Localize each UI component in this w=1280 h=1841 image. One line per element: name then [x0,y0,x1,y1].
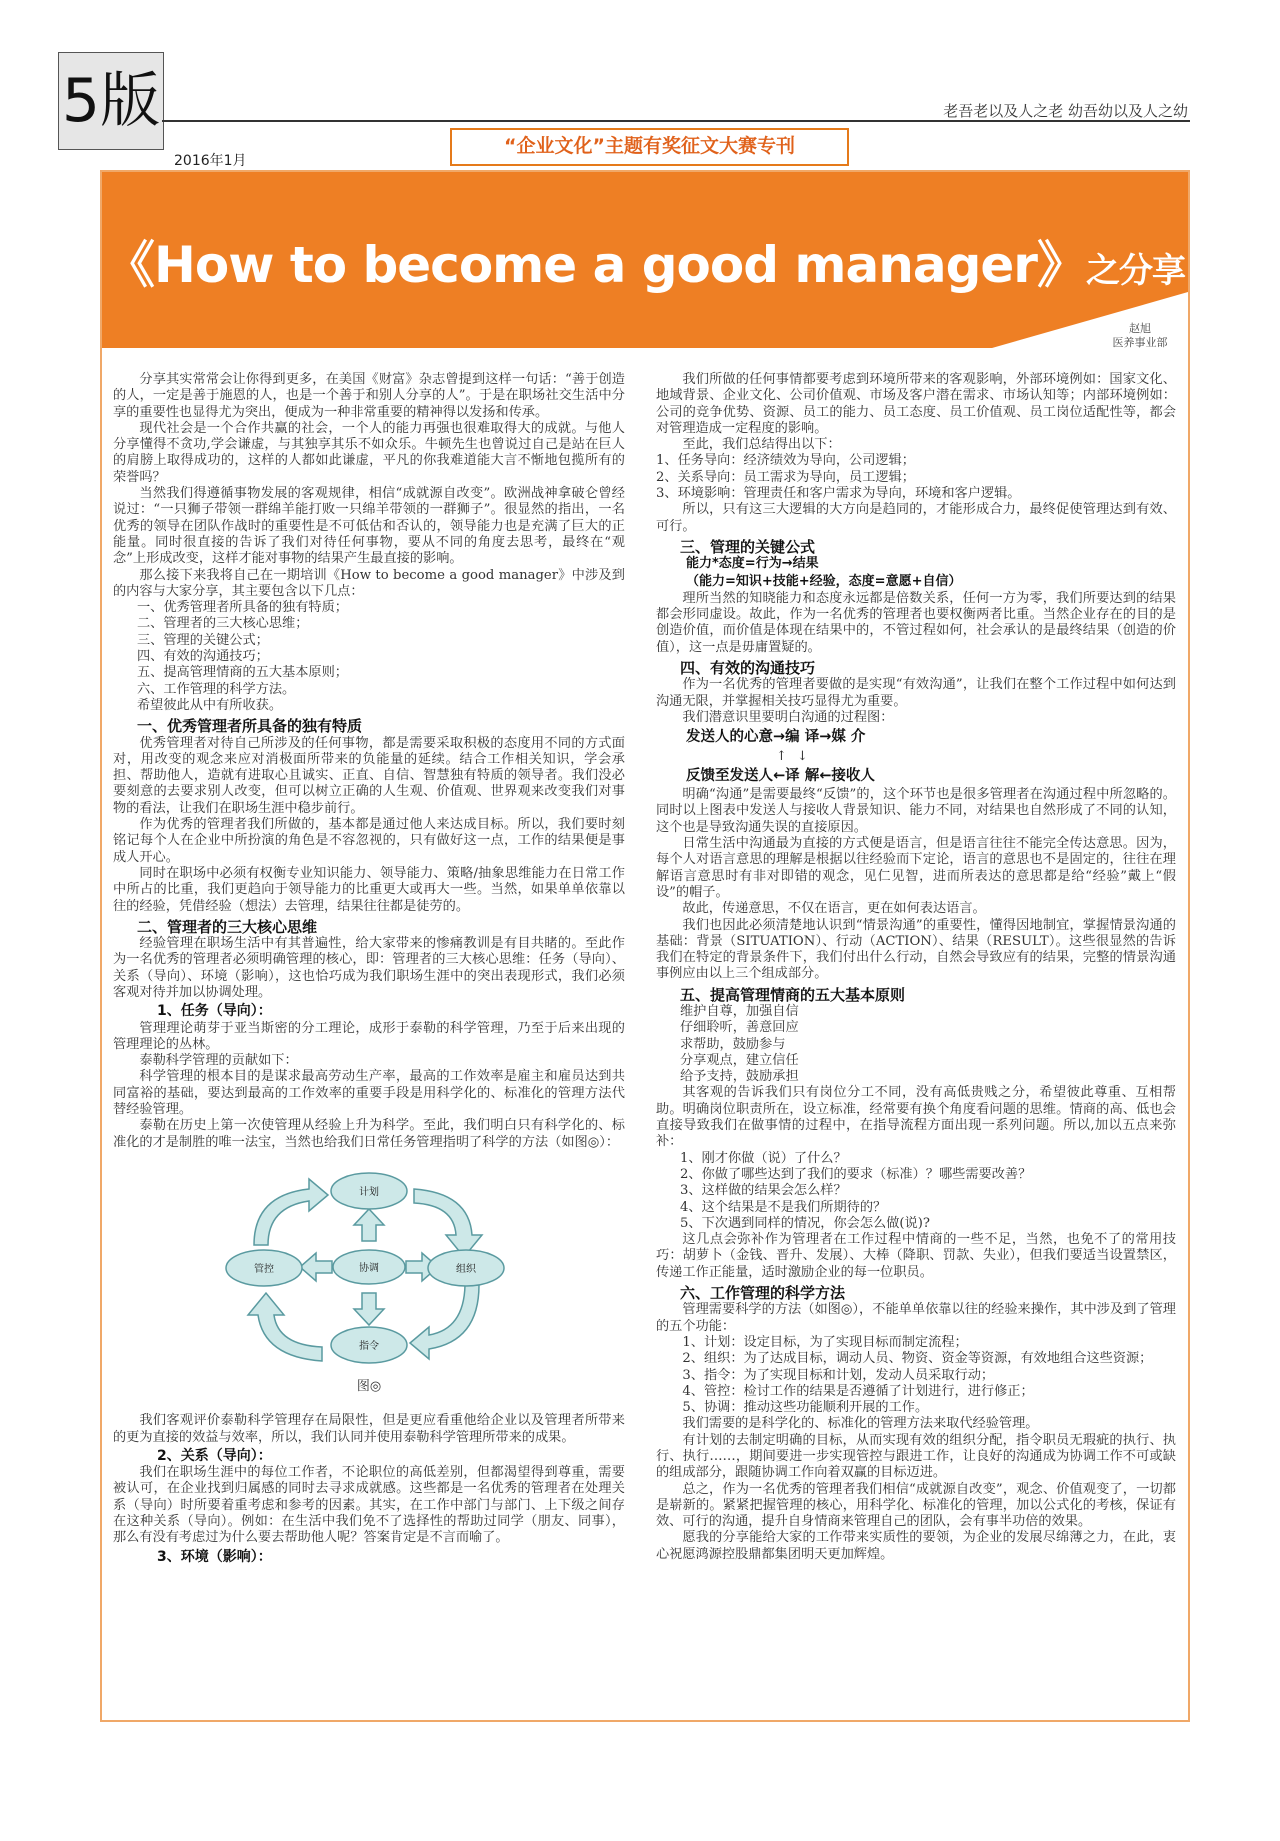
figure-caption: 图◎ [356,1378,382,1394]
communication-process-arrows: ↑ ↓ [776,748,811,764]
paragraph: 泰勒在历史上第一次使管理从经验上升为科学。至此，我们明白只有科学化的、标准化的才是制胜的唯一法宝，当然也给我们日常任务管理指明了科学的方法（如图◎）： [113,1118,625,1150]
list-item: 2、组织：为了达成目标，调动人员、物资、资金等资源，有效地组合这些资源； [682,1351,1153,1367]
curved-arrow-bottom-right [410,1285,479,1359]
paragraph: 有计划的去制定明确的目标，从而实现有效的组织分配，指令职员无瑕疵的执行、执行、执行……，期间要进一步实现管控与跟进工作，让良好的沟通成为协调工作不可或缺的组成部分，跟随协调工作向着双赢的目标迈进。 [656,1432,1176,1481]
arrow-down [354,1293,384,1325]
article-title [102,225,1188,297]
subsection-heading: 1、任务（导向）： [157,1003,272,1020]
arrow-up [354,1209,384,1241]
communication-process-send: 发送人的心意→编 译→媒 介 [686,729,866,746]
paragraph: 这几点会弥补作为管理者在工作过程中情商的一些不足，当然，也免不了的常用技巧：胡萝卜（金钱、晋升、发展）、大棒（降职、罚款、失业），但我们要适当设置禁区，传递工作正能量，适时激励企业的每一位职员。 [656,1232,1176,1280]
list-item: 3、环境影响：管理责任和客户需求为导向，环境和客户逻辑。 [656,486,1021,502]
paragraph: 故此，传递意思，不仅在语言，更在如何表达语言。 [682,901,986,917]
list-item: 2、关系导向：员工需求为导向，员工逻辑； [656,469,915,485]
author-block [1095,322,1185,350]
node-organize-label: 组织 [456,1263,476,1275]
article-title-suffix: 之分享 [1085,251,1185,291]
paragraph: 其客观的告诉我们只有岗位分工不同，没有高低贵贱之分，希望彼此尊重、互相帮助。明确岗位职责所在，设立标准，经常要有换个角度看问题的思维。情商的高、低也会直接导致我们在做事情的过程中，在指导流程方面出现一系列问题。所以,加以五点来弥补： [656,1085,1176,1150]
arrow-left [300,1253,332,1281]
paragraph: 我们所做的任何事情都要考虑到环境所带来的客观影响，外部环境例如：国家文化、地域背景、企业文化、公司价值观、市场及客户潜在需求、市场认知等；内部环境例如：公司的竞争优势、资源、员工的能力、员工态度、员工价值观、员工岗位适配性等，都会对管理造成一定程度的影响。 [656,372,1176,436]
principle-item: 分享观点，建立信任 [680,1052,799,1068]
paragraph: 明确“沟通”是需要最终“反馈”的，这个环节也是很多管理者在沟通过程中所忽略的。同时以上图表中发送人与接收人背景知识、能力不同，对结果也自然形成了不同的认知，这个也是导致沟通失误的直接原因。 [656,787,1176,835]
curved-arrow-bottom-left [248,1293,322,1361]
list-item: 2、你做了哪些达到了我们的要求（标准）？哪些需要改善？ [680,1166,1032,1182]
paragraph: 现代社会是一个合作共赢的社会，一个人的能力再强也很难取得大的成就。与他人分享懂得不贪功,学会谦虚，与其独享其乐不如众乐。牛顿先生也曾说过自己是站在巨人的肩膀上取得成功的，这样的人都如此谦虚，平凡的你我难道能大言不惭地包揽所有的荣誉吗？ [113,420,625,485]
paragraph: 所以，只有这三大逻辑的大方向是趋同的，才能形成合力，最终促使管理达到有效、可行。 [656,502,1176,534]
section-heading: 三、管理的关键公式 [680,537,816,556]
key-formula-definition: （能力=知识+技能+经验，态度=意愿+自信） [686,573,962,589]
node-coordinate-label: 协调 [359,1262,379,1274]
paragraph: 希望彼此从中有所收获。 [137,697,283,713]
header-motto: 老吾老以及人之老 幼吾幼以及人之幼 [943,102,1188,120]
list-item: 1、计划：设定目标，为了实现目标而制定流程； [682,1334,968,1350]
paragraph: 分享其实常常会让你得到更多，在美国《财富》杂志曾提到这样一句话：“善于创造的人，一定是善于施恩的人，也是一个善于和别人分享的人”。于是在职场社交生活中分享的重要性也显得尤为突出，便成为一种非常重要的精神得以发扬和传承。 [113,372,625,420]
outline-item: 五、提高管理情商的五大基本原则； [137,665,348,681]
outline-item: 一、优秀管理者所具备的独有特质； [137,600,348,616]
outline-item: 四、有效的沟通技巧； [137,649,269,665]
curved-arrow-top-left [254,1179,328,1245]
edition-number: 5版 [58,52,164,150]
principle-item: 给予支持，鼓励承担 [680,1069,799,1085]
paragraph: 经验管理在职场生活中有其普遍性，给大家带来的惨痛教训是有目共睹的。至此作为一名优秀的管理者必须明确管理的核心，即：管理者的三大核心思维：任务（导向）、关系（导向）、环境（影响），这也恰巧成为我们职场生涯中的突出表现形式，我们必须客观对待并加以协调处理。 [113,936,625,1000]
paragraph: 泰勒科学管理的贡献如下： [139,1053,298,1069]
list-item: 1、刚才你做（说）了什么？ [680,1150,847,1166]
node-plan-label: 计划 [359,1186,379,1198]
management-cycle-diagram [224,1165,514,1375]
list-item: 4、管控：检讨工作的结果是否遵循了计划进行，进行修正； [682,1383,1034,1399]
subsection-heading: 3、环境（影响）： [157,1548,272,1565]
node-command-label: 指令 [359,1340,379,1352]
paragraph: 我们客观评价泰勒科学管理存在局限性，但是更应看重他给企业以及管理者所带来的更为直接的效益与效率，所以，我们认同并使用泰勒科学管理所带来的成果。 [113,1413,625,1445]
paragraph: 作为一名优秀的管理者要做的是实现“有效沟通”，让我们在整个工作过程中如何达到沟通无限，并掌握相关技巧显得尤为重要。 [656,677,1176,709]
special-issue-label: “企业文化”主题有奖征文大赛专刊 [450,128,849,166]
right-column [656,372,1176,1563]
paragraph: 我们需要的是科学化的、标准化的管理方法来取代经验管理。 [682,1416,1039,1432]
section-heading: 四、有效的沟通技巧 [680,659,816,678]
communication-process-feedback: 反馈至发送人←译 解←接收人 [686,767,875,784]
paragraph: 那么接下来我将自己在一期培训《How to become a good manager》中涉及到的内容与大家分享，其主要包含以下几点： [113,567,625,599]
paragraph: 管理理论萌芽于亚当斯密的分工理论，成形于泰勒的科学管理，乃至于后来出现的管理理论的丛林。 [113,1020,625,1052]
paragraph: 日常生活中沟通最为直接的方式便是语言，但是语言往往不能完全传达意思。因为，每个人对语言意思的理解是根据以往经验而下定论，语言的意思也不是固定的，往往在理解语言意思时有非对即错的观念，见仁见智，进而所表达的意思都是给“经验”戴上“假设”的帽子。 [656,836,1176,900]
curved-arrow-top-right [414,1189,482,1257]
section-heading: 二、管理者的三大核心思维 [137,917,318,936]
paragraph: 同时在职场中必须有权衡专业知识能力、领导能力、策略/抽象思维能力在日常工作中所占的比重，我们更趋向于领导能力的比重更大或再大一些。当然，如果单单依靠以往的经验，凭借经验（想法）去管理，结果往往都是徒劳的。 [113,865,625,914]
key-formula: 能力*态度=行为→结果 [686,556,819,572]
principle-item: 求帮助，鼓励参与 [680,1036,786,1052]
issue-date: 2016年1月 [174,153,247,169]
author-name: 赵旭 [1129,322,1151,335]
paragraph: 至此，我们总结得出以下： [682,437,841,453]
section-heading: 一、优秀管理者所具备的独有特质 [137,717,363,736]
author-department: 医养事业部 [1112,336,1168,349]
paragraph: 愿我的分享能给大家的工作带来实质性的要领，为企业的发展尽绵薄之力，在此，衷心祝愿鸿源控股鼎都集团明天更加辉煌。 [656,1530,1176,1562]
paragraph: 总之，作为一名优秀的管理者我们相信“成就源自改变”，观念、价值观变了，一切都是崭新的。紧紧把握管理的核心，用科学化、标准化的管理，加以公式化的考核，保证有效、可行的沟通，提升自身情商来管理自己的团队，会有事半功倍的效果。 [656,1481,1176,1530]
node-control-label: 管控 [254,1263,274,1275]
outline-item: 六、工作管理的科学方法。 [137,681,296,697]
paragraph: 我们也因此必须清楚地认识到“情景沟通”的重要性，懂得因地制宜，掌握情景沟通的基础：背景（SITUATION）、行动（ACTION）、结果（RESULT）。这些很显然的告诉我们在特定的背景条件下，我们付出什么行动，自然会导致应有的结果，完整的情景沟通事例应由以上三个组成部分。 [656,917,1176,982]
principle-item: 维护自尊，加强自信 [680,1003,799,1019]
paragraph: 科学管理的根本目的是谋求最高劳动生产率，最高的工作效率是雇主和雇员达到共同富裕的基础，要达到最高的工作效率的重要手段是用科学化的、标准化的管理方法代替经验管理。 [113,1069,625,1118]
paragraph: 优秀管理者对待自己所涉及的任何事物，都是需要采取积极的态度用不同的方式面对，用改变的观念来应对消极面所带来的负能量的延续。结合工作相关知识，学会承担、帮助他人，造就有进取心且诚实、正直、自信、智慧独有特质的领导者。我们没必要刻意的去要求别人改变，但可以树立正确的人生观、价值观、世界观来改变我们对事物的看法，让我们在职场生涯中稳步前行。 [113,735,625,816]
list-item: 4、这个结果是不是我们所期待的？ [680,1199,887,1215]
section-heading: 六、工作管理的科学方法 [680,1284,846,1303]
list-item: 5、协调：推动这些功能顺利开展的工作。 [682,1400,929,1416]
section-heading: 五、提高管理情商的五大基本原则 [680,985,906,1004]
list-item: 3、指令：为了实现目标和计划，发动人员采取行动； [682,1367,995,1383]
paragraph: 我们潜意识里要明白沟通的过程图： [682,709,894,725]
list-item: 3、这样做的结果会怎么样？ [680,1183,847,1199]
list-item: 5、下次遇到同样的情况，你会怎么做(说)? [680,1215,930,1231]
list-item: 1、任务导向：经济绩效为导向，公司逻辑； [656,453,915,469]
principle-item: 仔细聆听，善意回应 [680,1020,799,1036]
paragraph: 理所当然的知晓能力和态度永远都是倍数关系，任何一方为零，我们所要达到的结果都会形同虚设。故此，作为一名优秀的管理者也要权衡两者比重。当然企业存在的目的是创造价值，而价值是体现在结果中的，不管过程如何，社会承认的是最终结果（创造的价值），这一点是毋庸置疑的。 [656,590,1176,655]
paragraph: 当然我们得遵循事物发展的客观规律，相信“成就源自改变”。欧洲战神拿破仑曾经说过：“一只狮子带领一群绵羊能打败一只绵羊带领的一群狮子”。很显然的指出，一名优秀的领导在团队作战时的重要性是不可低估和否认的，领导能力也是充满了巨大的正能量。同时很直接的告诉了我们对待任何事物，要从不同的角度去思考，最终在“观念”上形成改变，这样才能对事物的结果产生最直接的影响。 [113,486,625,567]
left-column [113,372,625,1566]
article-title-main: 《How to become a good manager》 [105,236,1086,294]
outline-item: 三、管理的关键公式； [137,632,269,648]
paragraph: 作为优秀的管理者我们所做的，基本都是通过他人来达成目标。所以，我们要时刻铭记每个人在企业中所扮演的角色是不容忽视的，只有做好这一点，工作的结果便是事成人开心。 [113,817,625,865]
subsection-heading: 2、关系（导向）： [157,1447,272,1464]
paragraph: 我们在职场生涯中的每位工作者，不论职位的高低差别，但都渴望得到尊重，需要被认可，在企业找到归属感的同时去寻求成就感。这些都是一名优秀的管理者在处理关系（导向）时所要着重考虑和参考的因素。其实，在工作中部门与部门、上下级之间存在这种关系（导向）。例如：在生活中我们免不了选择性的帮助过同学（朋友、同事），那么有没有考虑过为什么要去帮助他人呢？答案肯定是不言而喻了。 [113,1465,625,1546]
outline-item: 二、管理者的三大核心思维； [137,616,309,632]
paragraph: 管理需要科学的方法（如图◎），不能单单依靠以往的经验来操作，其中涉及到了管理的五个功能： [656,1302,1176,1334]
